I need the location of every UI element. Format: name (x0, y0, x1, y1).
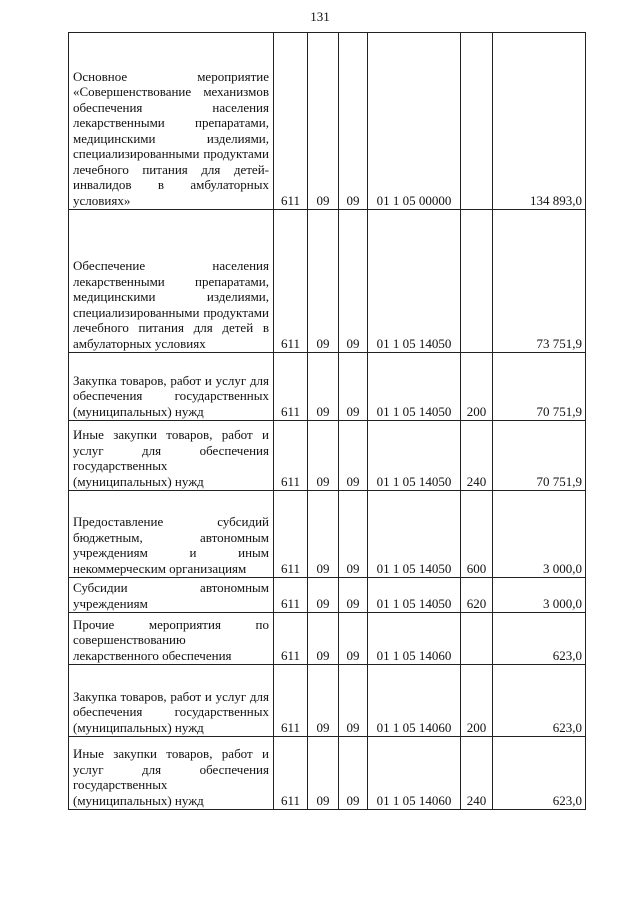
row-name: Иные закупки товаров, работ и услуг для обеспечения государственных (муниципальных) нужд (69, 737, 274, 810)
table-row (69, 33, 586, 210)
csr-cell: 01 1 05 14060 (368, 613, 461, 665)
row-name: Закупка товаров, работ и услуг для обеспечения государственных (муниципальных) нужд (69, 353, 274, 421)
table-row (69, 665, 586, 737)
rz-cell: 09 (308, 210, 339, 353)
rz-cell: 09 (308, 491, 339, 578)
vr-cell (461, 33, 493, 210)
row-name: Закупка товаров, работ и услуг для обеспечения государственных (муниципальных) нужд (69, 665, 274, 737)
budget-table (68, 32, 586, 810)
vr-cell: 240 (461, 737, 493, 810)
pr-cell: 09 (339, 578, 368, 613)
sum-cell: 73 751,9 (493, 210, 586, 353)
csr-cell: 01 1 05 14050 (368, 353, 461, 421)
grbs-cell: 611 (274, 737, 308, 810)
pr-cell: 09 (339, 491, 368, 578)
sum-cell: 623,0 (493, 737, 586, 810)
vr-cell (461, 210, 493, 353)
csr-cell: 01 1 05 14060 (368, 737, 461, 810)
rz-cell: 09 (308, 613, 339, 665)
vr-cell (461, 613, 493, 665)
row-name: Прочие мероприятия по совершенствованию лекарственного обеспечения (69, 613, 274, 665)
sum-cell: 3 000,0 (493, 491, 586, 578)
csr-cell: 01 1 05 14050 (368, 578, 461, 613)
rz-cell: 09 (308, 421, 339, 491)
table-row (69, 578, 586, 613)
sum-cell: 623,0 (493, 613, 586, 665)
sum-cell: 3 000,0 (493, 578, 586, 613)
vr-cell: 240 (461, 421, 493, 491)
table-row (69, 491, 586, 578)
vr-cell: 600 (461, 491, 493, 578)
csr-cell: 01 1 05 14050 (368, 491, 461, 578)
pr-cell: 09 (339, 613, 368, 665)
sum-cell: 70 751,9 (493, 353, 586, 421)
table-row (69, 353, 586, 421)
pr-cell: 09 (339, 210, 368, 353)
pr-cell: 09 (339, 421, 368, 491)
csr-cell: 01 1 05 14050 (368, 421, 461, 491)
rz-cell: 09 (308, 737, 339, 810)
csr-cell: 01 1 05 00000 (368, 33, 461, 210)
rz-cell: 09 (308, 665, 339, 737)
page-number: 131 (310, 9, 330, 24)
csr-cell: 01 1 05 14060 (368, 665, 461, 737)
sum-cell: 623,0 (493, 665, 586, 737)
sum-cell: 134 893,0 (493, 33, 586, 210)
table-row (69, 421, 586, 491)
rz-cell: 09 (308, 578, 339, 613)
pr-cell: 09 (339, 665, 368, 737)
pr-cell: 09 (339, 33, 368, 210)
row-name: Субсидии автономным учреждениям (69, 578, 274, 613)
grbs-cell: 611 (274, 421, 308, 491)
vr-cell: 620 (461, 578, 493, 613)
grbs-cell: 611 (274, 210, 308, 353)
grbs-cell: 611 (274, 578, 308, 613)
row-name: Основное мероприятие «Совершенствование механизмов обеспечения населения лекарственными препаратами, медицинскими изделиями, специализированными продуктами лечебного питания для детей-инвалидов в амбулаторных условиях» (69, 33, 274, 210)
grbs-cell: 611 (274, 353, 308, 421)
csr-cell: 01 1 05 14050 (368, 210, 461, 353)
row-name: Обеспечение населения лекарственными препаратами, медицинскими изделиями, специализированными продуктами лечебного питания для детей в амбулаторных условиях (69, 210, 274, 353)
pr-cell: 09 (339, 353, 368, 421)
table-row (69, 613, 586, 665)
pr-cell: 09 (339, 737, 368, 810)
rz-cell: 09 (308, 353, 339, 421)
grbs-cell: 611 (274, 33, 308, 210)
table-row (69, 737, 586, 810)
sum-cell: 70 751,9 (493, 421, 586, 491)
row-name: Предоставление субсидий бюджетным, автономным учреждениям и иным некоммерческим организациям (69, 491, 274, 578)
table-row (69, 210, 586, 353)
vr-cell: 200 (461, 665, 493, 737)
rz-cell: 09 (308, 33, 339, 210)
row-name: Иные закупки товаров, работ и услуг для обеспечения государственных (муниципальных) нужд (69, 421, 274, 491)
grbs-cell: 611 (274, 491, 308, 578)
vr-cell: 200 (461, 353, 493, 421)
grbs-cell: 611 (274, 613, 308, 665)
grbs-cell: 611 (274, 665, 308, 737)
